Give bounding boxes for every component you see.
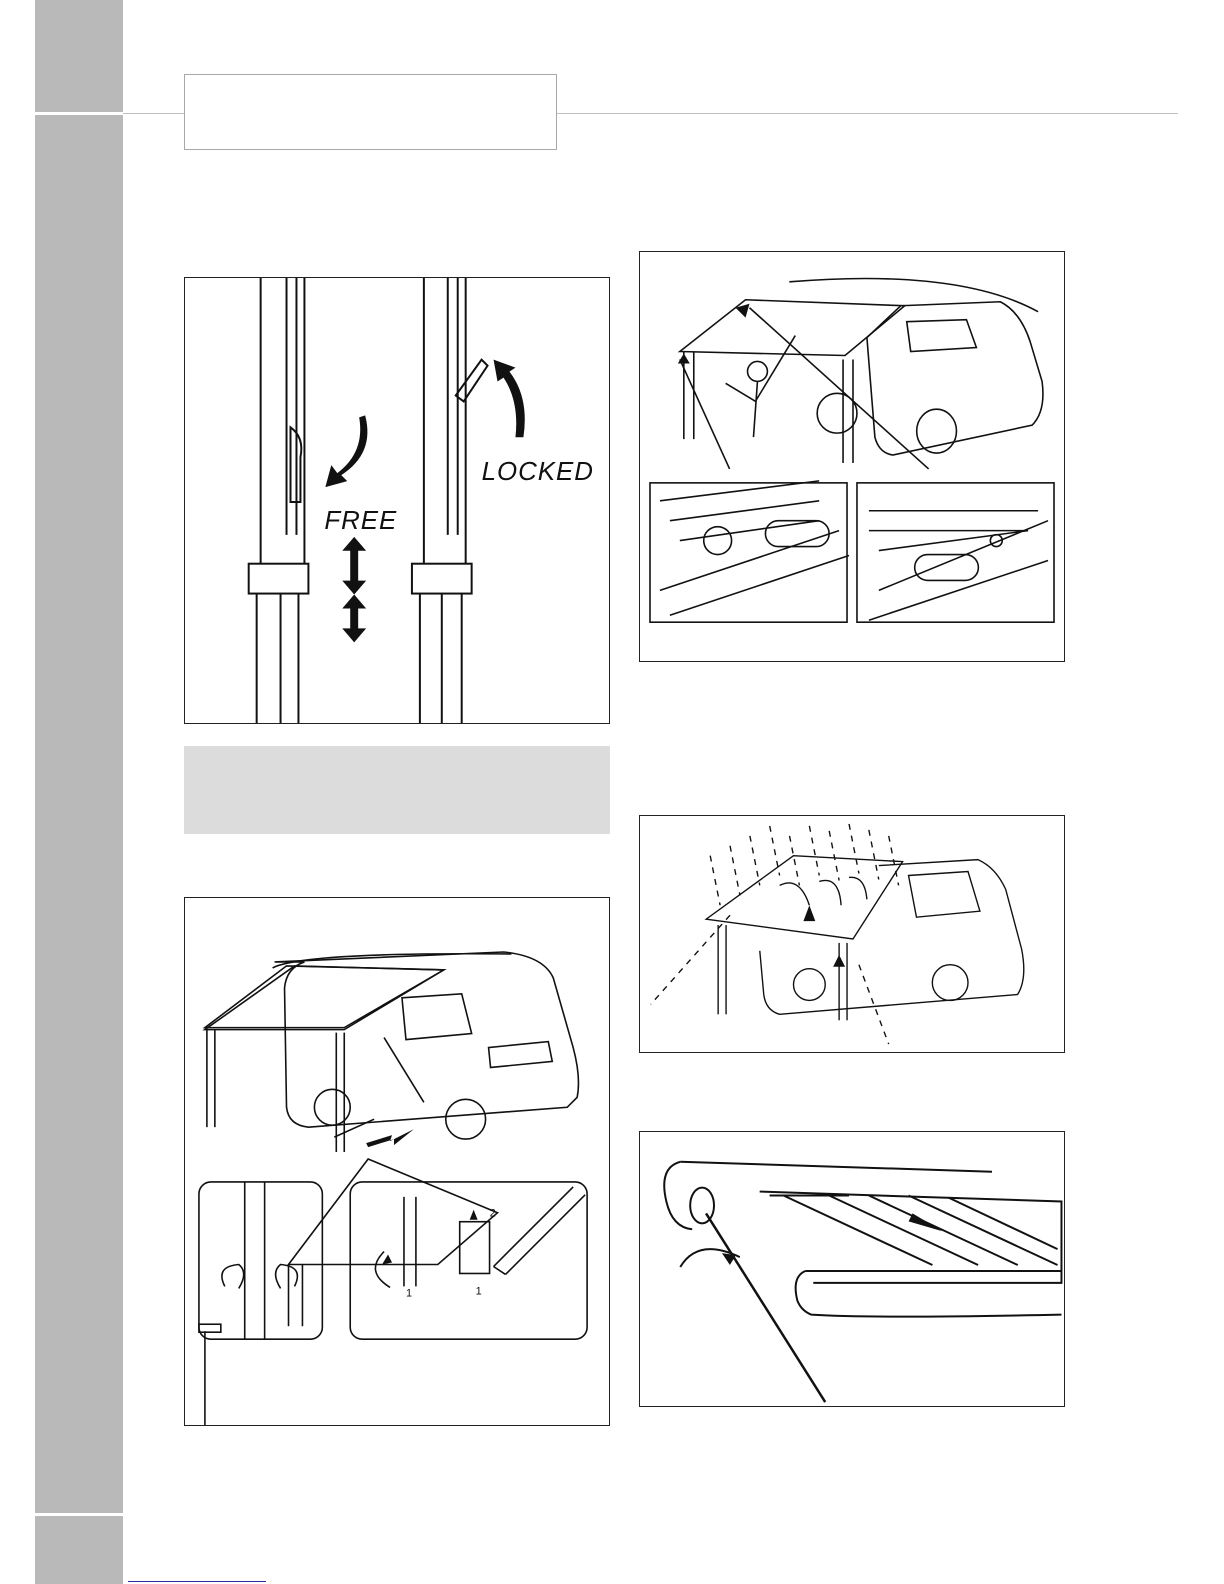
step-1b-label: 1 [475,1285,482,1298]
roller-crank-illustration [640,1132,1064,1406]
leg-lock-figure [184,277,610,724]
awning-setup-figure [184,897,610,1426]
footer-link-underline[interactable] [128,1581,266,1582]
leg-lock-illustration [185,278,609,723]
step-1-label: 1 [405,1287,413,1300]
side-bar-divider [35,1513,123,1516]
rain-tilt-figure [639,815,1065,1053]
awning-setup-illustration [185,898,609,1425]
side-bar-divider [35,112,123,115]
rain-tilt-illustration [640,816,1064,1052]
step-2-label: 2 [489,1207,496,1220]
roller-crank-figure [639,1131,1065,1407]
note-box [184,746,610,834]
locked-label: LOCKED [481,458,594,487]
awning-arm-figure [639,251,1065,662]
free-label: FREE [324,506,398,535]
section-title-box [184,74,557,150]
awning-arm-illustration [640,252,1064,661]
side-bar [35,0,123,1584]
